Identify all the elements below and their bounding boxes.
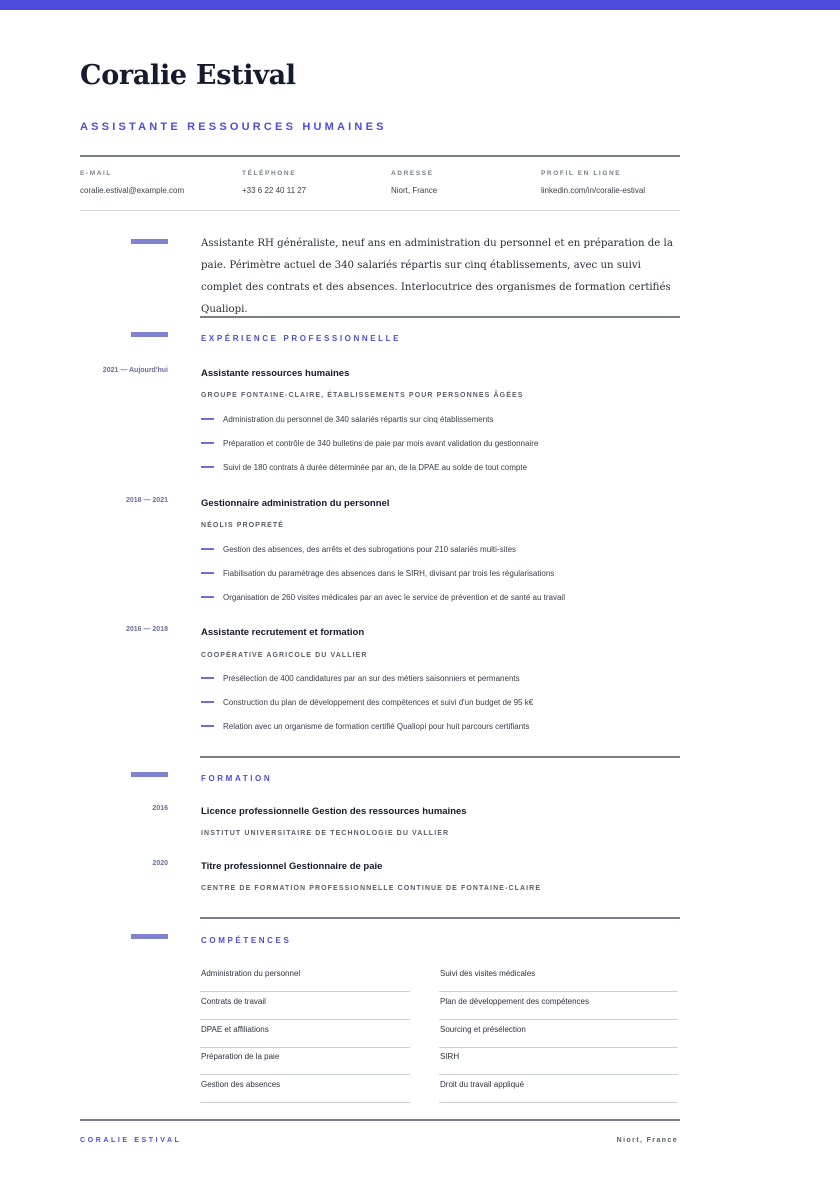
bullet-text: Suivi de 180 contrats à durée déterminée par an, de la DPAE au solde de tout compte (223, 463, 528, 472)
contact-divider (80, 210, 680, 211)
bullet-mark (201, 442, 214, 444)
skill-item (439, 1047, 678, 1075)
education-year: 2016 (152, 805, 168, 812)
job-bullet (201, 546, 681, 558)
bullet-mark (201, 677, 214, 679)
profile-value[interactable]: linkedin.com/in/coralie-estival (541, 186, 646, 195)
job-employer: COOPÉRATIVE AGRICOLE DU VALLIER (201, 652, 368, 659)
skill-label: Gestion des absences (201, 1080, 281, 1089)
skill-label: Plan de développement des compétences (440, 997, 589, 1006)
bullet-text: Administration du personnel de 340 salariés répartis sur cinq établissements (223, 415, 494, 424)
bullet-mark (201, 725, 214, 727)
skill-item (200, 1075, 410, 1103)
skill-item (200, 992, 410, 1020)
skill-label: Préparation de la paie (201, 1052, 280, 1061)
contact-phone (242, 170, 306, 195)
experience-marker (131, 332, 168, 337)
job-bullet (201, 723, 681, 735)
skill-item (439, 1020, 678, 1048)
job-title: Assistante ressources humaines (201, 368, 350, 379)
job-bullet (201, 699, 681, 711)
bullet-mark (201, 596, 214, 598)
skill-item (439, 964, 678, 992)
degree-title: Titre professionnel Gestionnaire de paie (201, 861, 383, 872)
footer-divider (80, 1119, 680, 1121)
degree-title: Licence professionnelle Gestion des ressources humaines (201, 806, 467, 817)
candidate-name: Coralie Estival (80, 60, 296, 91)
contact-profile (541, 170, 645, 195)
school-name: CENTRE DE FORMATION PROFESSIONNELLE CONTINUE DE FONTAINE-CLAIRE (201, 885, 542, 892)
header-divider (80, 155, 680, 157)
job-bullet (201, 464, 681, 476)
skill-label: Suivi des visites médicales (440, 969, 536, 978)
education-heading: FORMATION (201, 774, 273, 783)
job-bullet (201, 416, 681, 428)
job-role: ASSISTANTE RESSOURCES HUMAINES (80, 121, 387, 133)
skill-item (439, 1075, 678, 1103)
education-marker (131, 772, 168, 777)
bullet-mark (201, 418, 214, 420)
skills-divider (200, 917, 680, 919)
bullet-mark (201, 466, 214, 468)
job-bullet (201, 440, 681, 452)
skill-item (200, 1047, 410, 1075)
skill-label: SIRH (440, 1052, 460, 1061)
contact-email (80, 170, 184, 195)
skill-label: Sourcing et présélection (440, 1025, 526, 1034)
phone-value[interactable]: +33 6 22 40 11 27 (242, 186, 307, 195)
skills-heading: COMPÉTENCES (201, 936, 292, 945)
bullet-text: Gestion des absences, des arrêts et des subrogations pour 210 salariés multi-sites (223, 545, 517, 554)
bullet-text: Construction du plan de développement des compétences et suivi d'un budget de 95 k€ (223, 698, 534, 707)
school-name: INSTITUT UNIVERSITAIRE DE TECHNOLOGIE DU VALLIER (201, 830, 450, 837)
email-label: E-MAIL (80, 170, 112, 177)
skill-item (200, 964, 410, 992)
skill-label: Droit du travail appliqué (440, 1080, 525, 1089)
bullet-text: Organisation de 260 visites médicales par an avec le service de prévention et de santé au travail (223, 593, 565, 602)
skill-label: Contrats de travail (201, 997, 266, 1006)
skill-label: DPAE et affiliations (201, 1025, 269, 1034)
footer-location: Niort, France (616, 1137, 678, 1144)
profile-summary: Assistante RH généraliste, neuf ans en administration du personnel et en préparation de la paie. Périmètre actuel de 340 salariés répartis sur cinq établissements, avec un suivi complet des contrats et des absences. Interlocutrice des organismes de formation certifiés Qualiopi. (201, 238, 673, 315)
skill-item (439, 992, 678, 1020)
summary-marker (131, 239, 168, 244)
skill-label: Administration du personnel (201, 969, 301, 978)
address-value: Niort, France (391, 186, 438, 195)
education-divider (200, 756, 680, 758)
bullet-text: Préparation et contrôle de 340 bulletins de paie par mois avant validation du gestionnaire (223, 439, 539, 448)
email-value[interactable]: coralie.estival@example.com (80, 186, 185, 195)
bullet-mark (201, 572, 214, 574)
bullet-text: Fiabilisation du paramétrage des absences dans le SIRH, divisant par trois les régularisations (223, 569, 555, 578)
job-bullet (201, 594, 681, 606)
job-employer: GROUPE FONTAINE-CLAIRE, ÉTABLISSEMENTS POUR PERSONNES ÂGÉES (201, 392, 524, 399)
job-bullet (201, 570, 681, 582)
contact-address (391, 170, 437, 195)
job-dates: 2018 — 2021 (125, 497, 168, 504)
bullet-text: Relation avec un organisme de formation certifié Qualiopi pour huit parcours certifiants (223, 722, 530, 731)
address-label: ADRESSE (391, 170, 434, 177)
skills-marker (131, 934, 168, 939)
footer-name: CORALIE ESTIVAL (80, 1137, 182, 1144)
education-year: 2020 (152, 860, 168, 867)
job-title: Gestionnaire administration du personnel (201, 498, 390, 509)
job-title: Assistante recrutement et formation (201, 627, 365, 638)
bullet-mark (201, 548, 214, 550)
job-employer: NÉOLIS PROPRETÉ (201, 522, 285, 529)
experience-heading: EXPÉRIENCE PROFESSIONNELLE (201, 334, 402, 343)
job-bullet (201, 675, 681, 687)
job-dates: 2021 — Aujourd'hui (102, 367, 168, 374)
profile-label: PROFIL EN LIGNE (541, 170, 622, 177)
skill-item (200, 1020, 410, 1048)
bullet-text: Présélection de 400 candidatures par an sur des métiers saisonniers et permanents (223, 674, 520, 683)
bullet-mark (201, 701, 214, 703)
experience-divider (200, 316, 680, 318)
top-accent-bar (0, 0, 840, 10)
job-dates: 2016 — 2018 (125, 626, 168, 633)
phone-label: TÉLÉPHONE (242, 170, 297, 177)
